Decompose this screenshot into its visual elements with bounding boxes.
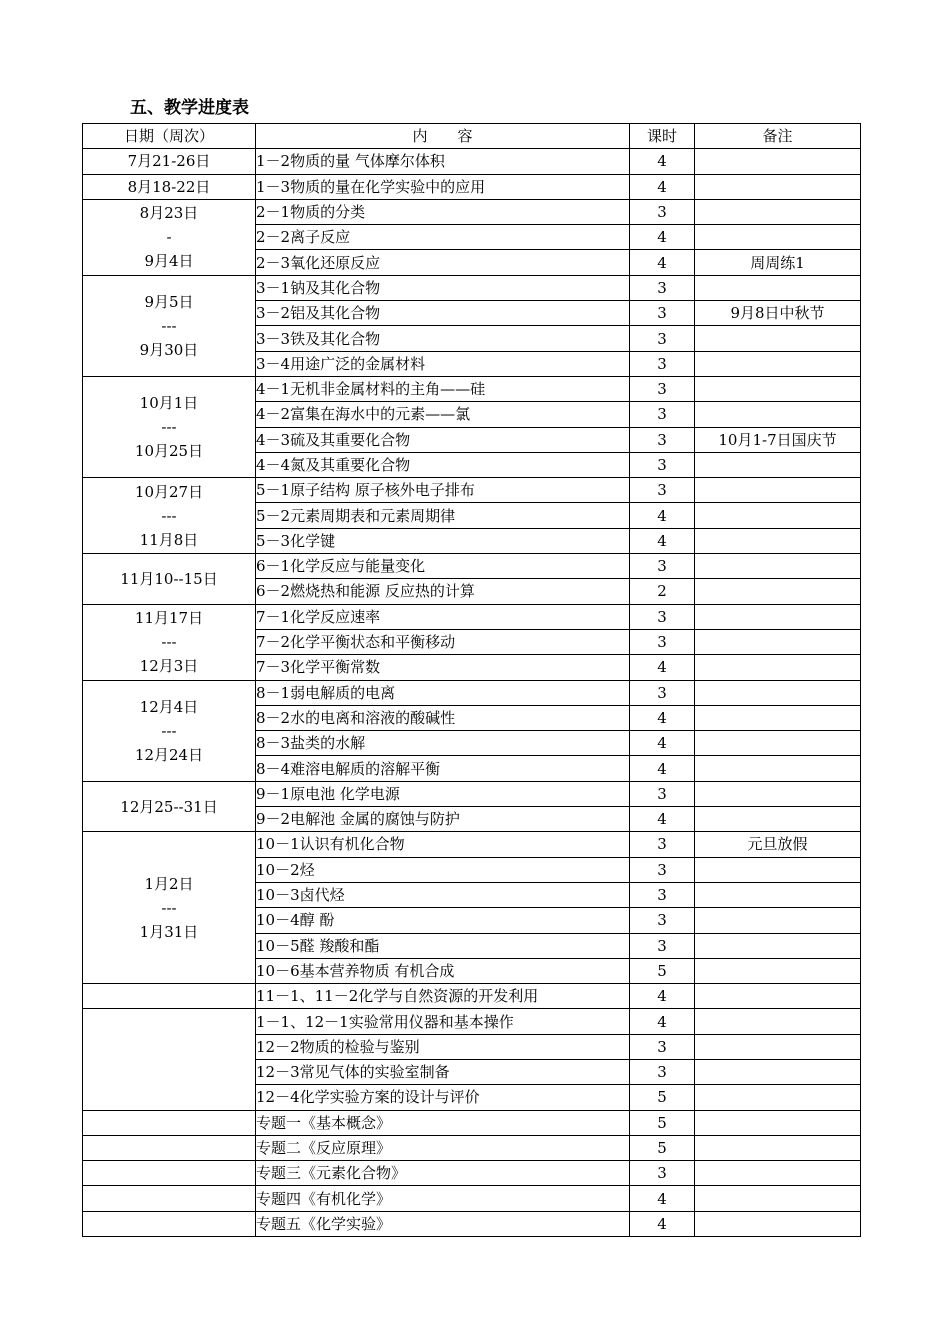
hours-cell: 4 — [630, 1009, 695, 1034]
content-cell: 4－4氮及其重要化合物 — [256, 452, 630, 477]
note-cell — [695, 958, 861, 983]
content-cell: 1－2物质的量 气体摩尔体积 — [256, 149, 630, 174]
date-cell — [83, 478, 256, 554]
table-row — [83, 781, 861, 806]
date-line: 9月30日 — [139, 340, 199, 359]
hours-cell: 3 — [630, 554, 695, 579]
note-cell — [695, 174, 861, 199]
note-cell: 9月8日中秋节 — [695, 301, 861, 326]
date-cell — [83, 275, 256, 376]
date-cell — [83, 680, 256, 781]
hours-cell: 3 — [630, 402, 695, 427]
hours-cell: 3 — [630, 832, 695, 857]
schedule-table — [82, 123, 861, 1237]
content-cell: 3－4用途广泛的金属材料 — [256, 351, 630, 376]
note-cell: 周周练1 — [695, 250, 861, 275]
content-cell: 12－3常见气体的实验室制备 — [256, 1059, 630, 1084]
note-cell — [695, 1135, 861, 1160]
content-cell: 9－1原电池 化学电源 — [256, 781, 630, 806]
note-cell — [695, 984, 861, 1009]
hours-cell: 4 — [630, 984, 695, 1009]
hours-cell: 4 — [630, 225, 695, 250]
header-row — [83, 124, 861, 149]
hours-cell: 4 — [630, 149, 695, 174]
content-cell: 1－3物质的量在化学实验中的应用 — [256, 174, 630, 199]
content-cell: 11－1、11－2化学与自然资源的开发利用 — [256, 984, 630, 1009]
content-cell: 10－3卤代烃 — [256, 882, 630, 907]
note-cell — [695, 1211, 861, 1236]
note-cell — [695, 1186, 861, 1211]
header-content: 内 容 — [256, 124, 630, 149]
content-cell: 12－4化学实验方案的设计与评价 — [256, 1085, 630, 1110]
content-cell: 2－2离子反应 — [256, 225, 630, 250]
note-cell — [695, 579, 861, 604]
date-line: 7月21-26日 — [127, 152, 211, 171]
table-row — [83, 1211, 861, 1236]
table-row — [83, 275, 861, 300]
table-row — [83, 376, 861, 401]
date-line: 12月3日 — [139, 657, 199, 676]
header-hours: 课时 — [630, 124, 695, 149]
note-cell — [695, 731, 861, 756]
content-cell: 3－2铝及其化合物 — [256, 301, 630, 326]
date-cell — [83, 1135, 256, 1160]
note-cell: 元旦放假 — [695, 832, 861, 857]
hours-cell: 3 — [630, 275, 695, 300]
date-line: 1月31日 — [139, 922, 199, 941]
hours-cell: 3 — [630, 857, 695, 882]
content-cell: 2－1物质的分类 — [256, 199, 630, 224]
hours-cell: 3 — [630, 452, 695, 477]
date-line: 12月25--31日 — [120, 797, 218, 816]
content-cell: 2－3氧化还原反应 — [256, 250, 630, 275]
note-cell — [695, 478, 861, 503]
content-cell: 10－2烃 — [256, 857, 630, 882]
note-cell — [695, 705, 861, 730]
table-row — [83, 174, 861, 199]
note-cell — [695, 1034, 861, 1059]
hours-cell: 4 — [630, 756, 695, 781]
hours-cell: 3 — [630, 1161, 695, 1186]
note-cell — [695, 807, 861, 832]
content-cell: 5－2元素周期表和元素周期律 — [256, 503, 630, 528]
content-cell: 4－3硫及其重要化合物 — [256, 427, 630, 452]
date-cell — [83, 984, 256, 1009]
content-cell: 4－2富集在海水中的元素——氯 — [256, 402, 630, 427]
note-cell — [695, 604, 861, 629]
hours-cell: 3 — [630, 199, 695, 224]
hours-cell: 3 — [630, 781, 695, 806]
note-cell — [695, 933, 861, 958]
date-line: 11月17日 — [134, 609, 204, 628]
date-line: --- — [161, 721, 177, 740]
date-line: - — [166, 228, 172, 247]
table-row — [83, 680, 861, 705]
hours-cell: 4 — [630, 1211, 695, 1236]
date-line: 12月24日 — [134, 745, 204, 764]
date-line: 1月2日 — [144, 874, 194, 893]
hours-cell: 4 — [630, 174, 695, 199]
hours-cell: 3 — [630, 680, 695, 705]
note-cell — [695, 149, 861, 174]
hours-cell: 4 — [630, 503, 695, 528]
date-cell — [83, 376, 256, 477]
date-line: --- — [161, 633, 177, 652]
note-cell — [695, 376, 861, 401]
content-cell: 10－6基本营养物质 有机合成 — [256, 958, 630, 983]
hours-cell: 2 — [630, 579, 695, 604]
date-line: 10月27日 — [134, 482, 204, 501]
note-cell — [695, 908, 861, 933]
hours-cell: 3 — [630, 1059, 695, 1084]
note-cell — [695, 326, 861, 351]
hours-cell: 5 — [630, 1110, 695, 1135]
note-cell — [695, 452, 861, 477]
date-line: 9月4日 — [144, 252, 194, 271]
section-title: 五、教学进度表 — [130, 98, 249, 118]
date-line: 8月18-22日 — [127, 177, 211, 196]
note-cell — [695, 756, 861, 781]
hours-cell: 5 — [630, 1135, 695, 1160]
table-row — [83, 199, 861, 224]
note-cell — [695, 402, 861, 427]
content-cell: 5－1原子结构 原子核外电子排布 — [256, 478, 630, 503]
hours-cell: 4 — [630, 250, 695, 275]
date-cell — [83, 1009, 256, 1110]
date-line: 12月4日 — [139, 697, 199, 716]
content-cell: 专题四《有机化学》 — [256, 1186, 630, 1211]
note-cell — [695, 351, 861, 376]
date-line: --- — [161, 506, 177, 525]
note-cell — [695, 1059, 861, 1084]
hours-cell: 4 — [630, 705, 695, 730]
content-cell: 10－5醛 羧酸和酯 — [256, 933, 630, 958]
note-cell — [695, 199, 861, 224]
content-cell: 专题一《基本概念》 — [256, 1110, 630, 1135]
date-cell — [83, 781, 256, 832]
table-row — [83, 478, 861, 503]
date-line: 9月5日 — [144, 292, 194, 311]
date-line: 10月1日 — [139, 394, 199, 413]
table-row — [83, 149, 861, 174]
date-line: --- — [161, 316, 177, 335]
note-cell — [695, 781, 861, 806]
hours-cell: 3 — [630, 351, 695, 376]
date-line: 11月10--15日 — [120, 569, 218, 588]
content-cell: 专题二《反应原理》 — [256, 1135, 630, 1160]
content-cell: 7－1化学反应速率 — [256, 604, 630, 629]
hours-cell: 3 — [630, 933, 695, 958]
note-cell — [695, 882, 861, 907]
hours-cell: 5 — [630, 958, 695, 983]
hours-cell: 3 — [630, 604, 695, 629]
table-row — [83, 1009, 861, 1034]
note-cell — [695, 1110, 861, 1135]
hours-cell: 3 — [630, 326, 695, 351]
content-cell: 6－1化学反应与能量变化 — [256, 554, 630, 579]
content-cell: 6－2燃烧热和能源 反应热的计算 — [256, 579, 630, 604]
date-cell — [83, 149, 256, 174]
table-row — [83, 832, 861, 857]
date-cell — [83, 1110, 256, 1135]
note-cell — [695, 225, 861, 250]
date-cell — [83, 604, 256, 680]
hours-cell: 3 — [630, 427, 695, 452]
table-row — [83, 554, 861, 579]
note-cell: 10月1-7日国庆节 — [695, 427, 861, 452]
table-row — [83, 1110, 861, 1135]
note-cell — [695, 275, 861, 300]
table-row — [83, 984, 861, 1009]
header-note: 备注 — [695, 124, 861, 149]
schedule-body — [83, 149, 861, 1237]
date-cell — [83, 554, 256, 605]
content-cell: 8－3盐类的水解 — [256, 731, 630, 756]
date-line: --- — [161, 898, 177, 917]
note-cell — [695, 554, 861, 579]
content-cell: 7－2化学平衡状态和平衡移动 — [256, 629, 630, 654]
table-row — [83, 1135, 861, 1160]
content-cell: 10－1认识有机化合物 — [256, 832, 630, 857]
date-cell — [83, 174, 256, 199]
note-cell — [695, 528, 861, 553]
content-cell: 4－1无机非金属材料的主角——硅 — [256, 376, 630, 401]
hours-cell: 5 — [630, 1085, 695, 1110]
date-cell — [83, 1211, 256, 1236]
content-cell: 10－4醇 酚 — [256, 908, 630, 933]
date-line: --- — [161, 418, 177, 437]
content-cell: 7－3化学平衡常数 — [256, 655, 630, 680]
note-cell — [695, 1009, 861, 1034]
note-cell — [695, 503, 861, 528]
note-cell — [695, 655, 861, 680]
hours-cell: 4 — [630, 528, 695, 553]
note-cell — [695, 1085, 861, 1110]
hours-cell: 3 — [630, 908, 695, 933]
hours-cell: 4 — [630, 655, 695, 680]
hours-cell: 3 — [630, 1034, 695, 1059]
note-cell — [695, 1161, 861, 1186]
content-cell: 专题五《化学实验》 — [256, 1211, 630, 1236]
hours-cell: 3 — [630, 478, 695, 503]
content-cell: 12－2物质的检验与鉴别 — [256, 1034, 630, 1059]
content-cell: 9－2电解池 金属的腐蚀与防护 — [256, 807, 630, 832]
content-cell: 1－1、12－1实验常用仪器和基本操作 — [256, 1009, 630, 1034]
hours-cell: 4 — [630, 807, 695, 832]
date-line: 11月8日 — [139, 530, 199, 549]
content-cell: 8－2水的电离和溶液的酸碱性 — [256, 705, 630, 730]
note-cell — [695, 629, 861, 654]
table-row — [83, 1186, 861, 1211]
content-cell: 3－1钠及其化合物 — [256, 275, 630, 300]
date-line: 10月25日 — [134, 442, 204, 461]
content-cell: 8－4难溶电解质的溶解平衡 — [256, 756, 630, 781]
content-cell: 专题三《元素化合物》 — [256, 1161, 630, 1186]
hours-cell: 3 — [630, 376, 695, 401]
date-cell — [83, 832, 256, 984]
date-cell — [83, 1186, 256, 1211]
hours-cell: 4 — [630, 731, 695, 756]
date-line: 8月23日 — [139, 204, 199, 223]
hours-cell: 3 — [630, 629, 695, 654]
date-cell — [83, 1161, 256, 1186]
content-cell: 5－3化学键 — [256, 528, 630, 553]
hours-cell: 4 — [630, 1186, 695, 1211]
header-date: 日期（周次） — [83, 124, 256, 149]
note-cell — [695, 857, 861, 882]
table-row — [83, 1161, 861, 1186]
note-cell — [695, 680, 861, 705]
content-cell: 8－1弱电解质的电离 — [256, 680, 630, 705]
date-cell — [83, 199, 256, 275]
hours-cell: 3 — [630, 882, 695, 907]
hours-cell: 3 — [630, 301, 695, 326]
table-row — [83, 604, 861, 629]
content-cell: 3－3铁及其化合物 — [256, 326, 630, 351]
